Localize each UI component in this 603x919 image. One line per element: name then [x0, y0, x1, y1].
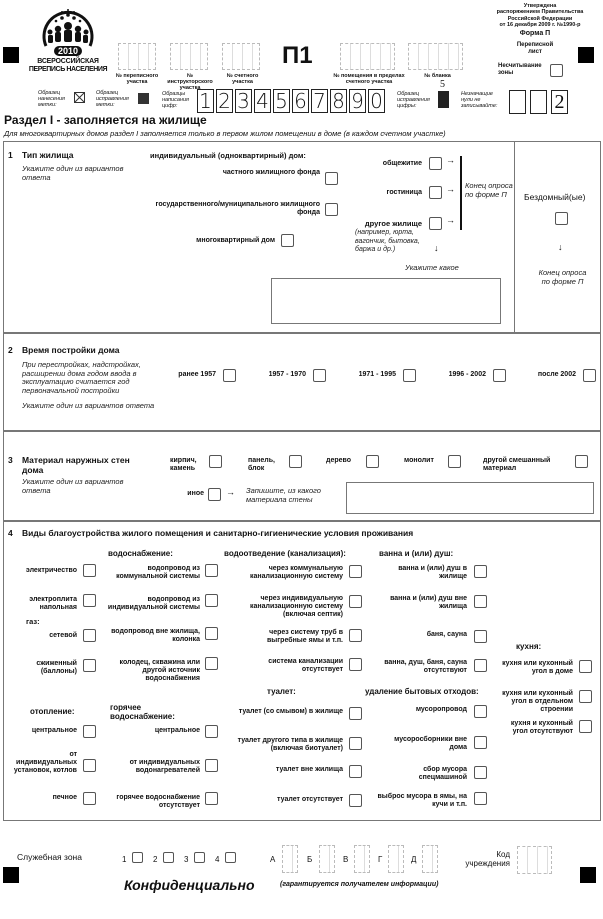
- service-number-label: 2: [153, 855, 158, 864]
- q4-heating-option-label: от индивидуальных установок, котлов: [13, 751, 77, 774]
- service-number-label: 3: [184, 855, 189, 864]
- sample-digit: 9: [349, 89, 366, 113]
- nescan-zone-label: Несчитывание зоны: [498, 63, 542, 76]
- sample-digit-fix-value: 5: [440, 79, 445, 90]
- approval-line: Утверждена: [523, 3, 557, 9]
- q4-toilet-option-checkbox[interactable]: [349, 765, 362, 778]
- sheet-name: [500, 42, 570, 56]
- q4-hot-water-option-label: горячее водоснабжение отсутствует: [116, 794, 200, 809]
- arrow-down-icon: ↓: [434, 243, 439, 253]
- logo-year: 2010: [57, 46, 79, 56]
- q4-bath-option-label: ванна, душ, баня, сауна отсутствуют: [384, 659, 467, 674]
- q2-option-checkbox[interactable]: [403, 369, 416, 382]
- premises-number-label: № помещения в пределах счетного участка: [333, 73, 405, 85]
- counting-area-number-label: № счетного участка: [226, 73, 259, 85]
- registration-marker-bottom-left: [3, 867, 19, 883]
- q2-option-checkbox[interactable]: [223, 369, 236, 382]
- q3-option-checkbox[interactable]: [366, 455, 379, 468]
- q4-bath-option-checkbox[interactable]: [474, 659, 487, 672]
- q4-bath-option-checkbox[interactable]: [474, 565, 487, 578]
- service-letter-field[interactable]: [282, 845, 298, 873]
- q1-hint: Укажите один из вариантов ответа: [22, 164, 124, 182]
- q3-option-checkbox[interactable]: [289, 455, 302, 468]
- q4-sewer-option-checkbox[interactable]: [349, 595, 362, 608]
- sample-digits-label: Образцы написания цифр:: [162, 91, 189, 109]
- arrow-right-icon: →: [446, 155, 455, 165]
- q1-option-state-label: государственного/муниципального жилищного фонда: [155, 201, 320, 216]
- q4-toilet-header: туалет:: [267, 687, 296, 696]
- q3-option-label: монолит: [404, 457, 434, 464]
- q4-electricity-label: электричество: [25, 567, 77, 574]
- leading-zero-box: 2: [551, 90, 568, 114]
- logo-line-1: ВСЕРОССИЙСКАЯ: [37, 58, 99, 65]
- nescan-zone-checkbox[interactable]: [550, 64, 563, 77]
- q4-toilet-option-checkbox[interactable]: [349, 794, 362, 807]
- q4-heating-option-label: печное: [52, 794, 77, 801]
- q4-sewer-option-label: через систему труб в выгребные ямы и т.п.: [266, 629, 343, 644]
- sample-digit: 6: [292, 89, 309, 113]
- q4-gas-header: газ:: [26, 617, 40, 626]
- q1-option-other-checkbox[interactable]: [429, 217, 442, 230]
- service-number-checkbox[interactable]: [225, 852, 236, 863]
- service-letter-field[interactable]: [319, 845, 335, 873]
- confidential-note: (гарантируется получателем информации): [280, 881, 439, 888]
- q3-option-label: дерево: [326, 457, 351, 464]
- service-letter-label: А: [270, 855, 276, 864]
- form-code: П1: [282, 42, 313, 69]
- form-number-label: № бланка: [424, 73, 451, 79]
- service-letter-label: В: [343, 855, 349, 864]
- q2-hint: Укажите один из вариантов ответа: [22, 401, 155, 410]
- q4-water-option-checkbox[interactable]: [205, 594, 218, 607]
- q1-option-apartment-label: многоквартирный дом: [196, 237, 275, 244]
- logo-line-2: ПЕРЕПИСЬ НАСЕЛЕНИЯ: [28, 66, 108, 73]
- sample-digit: 2: [216, 89, 233, 113]
- q4-bath-option-label: ванна и (или) душ в жилище: [398, 565, 467, 580]
- q4-toilet-option-label: туалет отсутствует: [277, 796, 343, 803]
- q4-water-option-label: водопровод из коммунальной системы: [116, 565, 200, 580]
- q4-waste-header: удаление бытовых отходов:: [365, 687, 479, 696]
- sample-digit-fix-label: Образец исправления цифры:: [397, 91, 430, 109]
- q3-option-checkbox[interactable]: [448, 455, 461, 468]
- q2-option-label: 1996 - 2002: [448, 371, 486, 378]
- q1-homeless-checkbox[interactable]: [555, 212, 568, 225]
- q4-bath-option-label: ванна и (или) душ вне жилища: [390, 595, 467, 610]
- q4-heating-option-label: центральное: [31, 727, 77, 734]
- service-zone-label: Служебная зона: [17, 852, 82, 862]
- q1-number: 1: [8, 150, 13, 160]
- q3-other-input[interactable]: [346, 482, 594, 514]
- q4-hot-water-option-label: от индивидуальных водонагревателей: [129, 759, 200, 774]
- q4-bath-option-checkbox[interactable]: [474, 630, 487, 643]
- sample-mark-label: Образец нанесения метки:: [38, 90, 65, 108]
- registration-marker-top-left: [3, 47, 19, 63]
- sample-digit: 1: [197, 89, 214, 113]
- q4-water-option-checkbox[interactable]: [205, 657, 218, 670]
- sample-correction-icon: [138, 93, 149, 104]
- q4-bath-option-label: баня, сауна: [426, 631, 467, 638]
- service-letter-field[interactable]: [388, 845, 404, 873]
- q3-option-label: кирпич, камень: [170, 457, 197, 472]
- q1-option-apartment-checkbox[interactable]: [281, 234, 294, 247]
- q4-water-option-checkbox[interactable]: [205, 564, 218, 577]
- q3-hint: Укажите один из вариантов ответа: [22, 477, 124, 495]
- q2-option-checkbox[interactable]: [583, 369, 596, 382]
- sample-digit: 5: [273, 89, 290, 113]
- q3-option-label: панель, блок: [248, 457, 275, 472]
- q4-kitchen-option-checkbox[interactable]: [579, 660, 592, 673]
- q4-water-option-checkbox[interactable]: [205, 627, 218, 640]
- q4-hot-water-header: горячее водоснабжение:: [110, 703, 175, 721]
- q4-sewer-option-checkbox[interactable]: [349, 565, 362, 578]
- sample-correction-label: Образец исправления метки:: [96, 90, 129, 108]
- service-letter-label: Б: [307, 855, 313, 864]
- sample-digit: 4: [254, 89, 271, 113]
- q4-kitchen-header: кухня:: [516, 642, 542, 651]
- form-name: Форма П: [519, 30, 551, 37]
- registration-marker-top-right: [578, 47, 594, 63]
- service-number-label: 4: [215, 855, 220, 864]
- q2-number: 2: [8, 345, 13, 355]
- q4-bath-header: ванна и (или) душ:: [379, 549, 454, 558]
- q4-gas-option-checkbox[interactable]: [83, 659, 96, 672]
- q4-waste-option-checkbox[interactable]: [474, 736, 487, 749]
- homeless-divider: [514, 142, 515, 332]
- q4-waste-option-checkbox[interactable]: [474, 766, 487, 779]
- q3-other-label: иное: [187, 490, 204, 497]
- service-number-label: 1: [122, 855, 127, 864]
- q4-kitchen-option-checkbox[interactable]: [579, 720, 592, 733]
- q1-end-note: Конец опроса по форме П: [465, 181, 513, 199]
- q1-homeless-label: Бездомный(ые): [524, 192, 586, 202]
- q3-option-label: другой смешанный материал: [483, 457, 551, 472]
- q4-sewer-option-label: через коммунальную канализационную систему: [250, 565, 343, 580]
- service-number-checkbox[interactable]: [163, 852, 174, 863]
- q4-kitchen-option-label: кухня и кухонный угол отсутствуют: [510, 720, 573, 735]
- q4-waste-option-label: мусоропровод: [415, 706, 467, 713]
- sample-digit-fix-icon: [438, 91, 449, 108]
- q1-specify-label: Укажите какое: [405, 263, 459, 272]
- approval-line: распоряжением Правительства: [496, 9, 584, 16]
- q2-option-label: после 2002: [537, 371, 576, 378]
- sample-mark-icon: [74, 92, 85, 103]
- approval-line: Российской Федерации: [507, 15, 573, 22]
- q4-waste-option-label: выброс мусора в ямы, на кучи и т.п.: [377, 793, 467, 808]
- leading-zero-box: [530, 90, 547, 114]
- q4-waste-option-label: сбор мусора спецмашиной: [418, 766, 467, 781]
- sheet-name-line: лист: [528, 49, 542, 55]
- section-note: Для многоквартирных домов раздел I заполняется только в первом жилом помещении в доме (в каждом счетном участке): [4, 129, 446, 138]
- sample-digit: 3: [235, 89, 252, 113]
- arrow-down-icon: ↓: [558, 242, 563, 252]
- q4-toilet-option-label: туалет другого типа в жилище (включая биотуалет): [237, 737, 343, 752]
- q4-kitchen-option-label: кухня или кухонный угол в отдельном строении: [502, 690, 573, 713]
- q2-note: При перестройках, надстройках, расширении дома годом ввода в эксплуатацию считается год первоначальной постройки: [22, 360, 141, 395]
- q4-heating-option-checkbox[interactable]: [83, 725, 96, 738]
- q4-bath-option-checkbox[interactable]: [474, 595, 487, 608]
- q3-other-hint: Запишите, из какого материала стены: [246, 486, 321, 504]
- census-area-number-field[interactable]: [118, 43, 156, 70]
- q4-hot-water-option-label: центральное: [154, 727, 200, 734]
- q4-toilet-option-checkbox[interactable]: [349, 707, 362, 720]
- census-area-number-label: № переписного участка: [115, 73, 159, 85]
- end-bracket: [460, 156, 462, 230]
- q4-waste-option-checkbox[interactable]: [474, 792, 487, 805]
- sample-digit: 8: [330, 89, 347, 113]
- leading-zero-label: Незначащие нули не записывайте:: [461, 91, 498, 109]
- arrow-right-icon: →: [446, 184, 455, 194]
- service-letter-label: Д: [411, 855, 417, 864]
- q1-option-dorm-checkbox[interactable]: [429, 157, 442, 170]
- q1-option-other-label: другое жилище: [364, 219, 422, 228]
- q3-option-checkbox[interactable]: [575, 455, 588, 468]
- q4-hot-water-option-checkbox[interactable]: [205, 792, 218, 805]
- institution-code-label: Код учреждения: [465, 850, 510, 868]
- q2-title: Время постройки дома: [22, 345, 120, 355]
- q4-heating-header: отопление:: [30, 707, 75, 716]
- q4-sewer-option-checkbox[interactable]: [349, 629, 362, 642]
- q1-option-hotel-label: гостиница: [386, 189, 422, 196]
- q2-option-checkbox[interactable]: [493, 369, 506, 382]
- confidential-label: Конфиденциально: [124, 877, 255, 893]
- q4-sewer-option-label: через индивидуальную канализационную систему (включая септик): [250, 595, 343, 618]
- q1-homeless-end-note: Конец опроса по форме П: [538, 268, 587, 286]
- q4-kitchen-option-label: кухня или кухонный угол в доме: [502, 660, 573, 675]
- q1-title: Тип жилища: [22, 150, 74, 160]
- sample-digit: 0: [368, 89, 385, 113]
- q1-option-dorm-label: общежитие: [382, 160, 422, 167]
- q1-option-private-checkbox[interactable]: [325, 172, 338, 185]
- q4-sewer-header: водоотведение (канализация):: [224, 549, 346, 558]
- q4-electric-stove-label: электроплита напольная: [29, 596, 77, 611]
- q4-gas-option-checkbox[interactable]: [83, 629, 96, 642]
- q1-specify-input[interactable]: [271, 278, 501, 324]
- sample-digit: 7: [311, 89, 328, 113]
- q4-sewer-option-label: система канализации отсутствует: [268, 658, 343, 673]
- q4-water-header: водоснабжение:: [108, 549, 173, 558]
- q4-water-option-label: водопровод вне жилища, колонка: [111, 628, 200, 643]
- q4-kitchen-option-checkbox[interactable]: [579, 690, 592, 703]
- q4-gas-option-label: сжиженный (баллоны): [36, 660, 77, 675]
- q4-sewer-option-checkbox[interactable]: [349, 658, 362, 671]
- form-number-field[interactable]: [408, 43, 463, 70]
- q1-option-hotel-checkbox[interactable]: [429, 186, 442, 199]
- q4-heating-option-checkbox[interactable]: [83, 759, 96, 772]
- service-letter-field[interactable]: [354, 845, 370, 873]
- service-number-checkbox[interactable]: [132, 852, 143, 863]
- q2-option-label: 1971 - 1995: [358, 371, 396, 378]
- census-logo: [28, 2, 108, 82]
- q3-option-checkbox[interactable]: [209, 455, 222, 468]
- q4-hot-water-option-checkbox[interactable]: [205, 725, 218, 738]
- q4-electricity-checkbox[interactable]: [83, 564, 96, 577]
- q4-water-option-label: водопровод из индивидуальной системы: [107, 596, 200, 611]
- q3-number: 3: [8, 455, 13, 465]
- service-letter-label: Г: [378, 855, 383, 864]
- arrow-right-icon: →: [226, 487, 235, 497]
- service-number-checkbox[interactable]: [194, 852, 205, 863]
- q1-option-private-label: частного жилищного фонда: [222, 169, 320, 176]
- q4-gas-option-label: сетевой: [49, 632, 77, 639]
- q4-number: 4: [8, 528, 13, 538]
- leading-zero-box: [509, 90, 526, 114]
- q1-option-state-checkbox[interactable]: [325, 203, 338, 216]
- registration-marker-bottom-right: [580, 867, 596, 883]
- service-letter-field[interactable]: [422, 845, 438, 873]
- q1-option-other-hint: (например, юрта, вагончик, бытовка, баржа и др.): [355, 229, 420, 253]
- q2-option-label: 1957 - 1970: [268, 371, 306, 378]
- sheet-name-line: Переписной: [516, 42, 554, 48]
- q2-option-checkbox[interactable]: [313, 369, 326, 382]
- arrow-right-icon: →: [446, 215, 455, 225]
- q3-other-checkbox[interactable]: [208, 488, 221, 501]
- q1-individual-header: индивидуальный (одноквартирный) дом:: [150, 151, 306, 160]
- q4-waste-option-checkbox[interactable]: [474, 705, 487, 718]
- q4-waste-option-label: мусоросборники вне дома: [394, 736, 467, 751]
- section-title: Раздел I - заполняется на жилище: [4, 113, 207, 127]
- counting-area-number-field[interactable]: [222, 43, 260, 70]
- approval-line: от 16 декабря 2009 г. №1990-р: [499, 21, 581, 28]
- q4-title: Виды благоустройства жилого помещения и санитарно-гигиенические условия проживания: [22, 528, 414, 538]
- q4-toilet-option-checkbox[interactable]: [349, 737, 362, 750]
- instructor-area-number-field[interactable]: [170, 43, 208, 70]
- q3-title: Материал наружных стен дома: [22, 455, 130, 475]
- instructor-area-number-label: № инструкторского участка: [167, 73, 213, 91]
- q4-toilet-option-label: туалет (со смывом) в жилище: [238, 708, 343, 715]
- q4-hot-water-option-checkbox[interactable]: [205, 759, 218, 772]
- approval-block: [480, 3, 600, 28]
- q4-water-option-label: колодец, скважина или другой источник водоснабжения: [119, 659, 200, 682]
- q4-toilet-option-label: туалет вне жилища: [275, 766, 343, 773]
- premises-number-field[interactable]: [340, 43, 395, 70]
- q2-option-label: ранее 1957: [178, 371, 216, 378]
- institution-code-field[interactable]: [517, 846, 552, 874]
